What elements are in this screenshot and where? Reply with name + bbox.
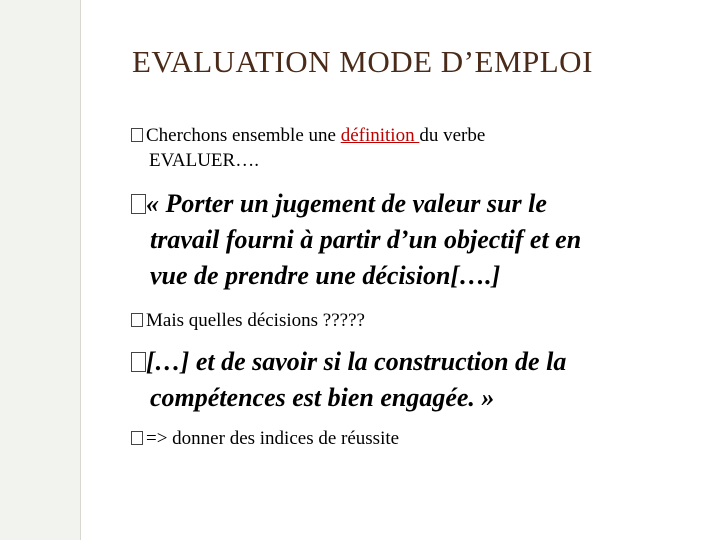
- checkbox-bullet-icon: [131, 352, 146, 372]
- bullet-indices: [131, 426, 706, 451]
- checkbox-bullet-icon: [131, 194, 146, 214]
- sidebar-divider: [80, 0, 81, 540]
- checkbox-bullet-icon: [131, 431, 143, 445]
- highlighted-word: définition: [340, 125, 420, 146]
- bullet-quote-competences: [131, 344, 706, 416]
- quote-line1: « Porter un jugement de valeur sur le: [146, 189, 547, 218]
- slide-sidebar: [0, 0, 80, 540]
- bullet-text: Cherchons ensemble une: [146, 125, 341, 146]
- bullet-text-line2: EVALUER….: [149, 150, 259, 171]
- bullet-question: [131, 308, 706, 333]
- quote-line2: travail fourni à partir d’un objectif et en: [150, 225, 582, 254]
- bullet-text: du verbe: [419, 125, 486, 146]
- quote-line2: compétences est bien engagée. »: [150, 383, 495, 412]
- bullet-text: Mais quelles décisions ?????: [146, 310, 365, 331]
- slide-title: EVALUATION MODE D’EMPLOI: [132, 44, 593, 79]
- quote-line1: […] et de savoir si la construction de la: [146, 347, 567, 376]
- bullet-text: => donner des indices de réussite: [146, 428, 400, 449]
- quote-line3: vue de prendre une décision[….]: [150, 261, 501, 290]
- checkbox-bullet-icon: [131, 313, 143, 327]
- bullet-definition: [131, 123, 706, 173]
- checkbox-bullet-icon: [131, 128, 143, 142]
- bullet-quote-definition: [131, 186, 706, 294]
